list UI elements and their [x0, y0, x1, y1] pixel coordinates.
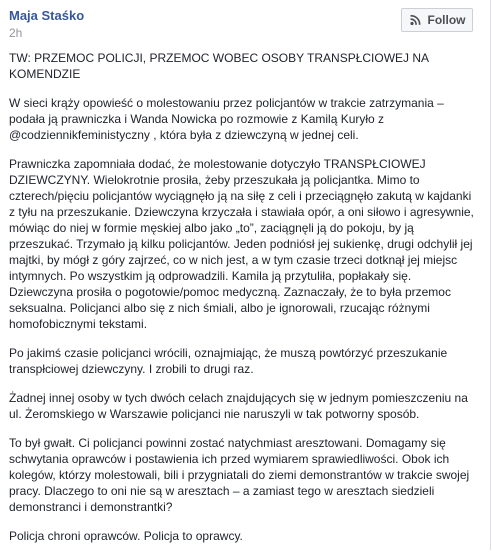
- post-paragraph: To był gwałt. Ci policjanci powinni zostać natychmiast aresztowani. Domagamy się schwytania oprawców i postawienia ich przed wymiarem sprawiedliwości. Obok ich kolegów, którzy molestowali, bili i przygniatali do ziemi demonstrantów w trakcie swojej pracy. Dlaczego to oni nie są w aresztach – a zamiast tego w aresztach siedzieli demonstranci i demonstrantki?: [9, 436, 470, 514]
- post-paragraph: W sieci krąży opowieść o molestowaniu przez policjantów w trakcie zatrzymania – podała ją prawniczka i Wanda Nowicka po rozmowie z Kamilą Kuryło z @codziennikfeministyczny , która była z dziewczyną w jednej celi.: [9, 96, 444, 142]
- follow-label: Follow: [427, 13, 466, 27]
- follow-button[interactable]: [401, 8, 473, 32]
- rss-feed-icon: [409, 14, 423, 26]
- post-body: [9, 50, 477, 557]
- post-paragraph: Po jakimś czasie policjanci wrócili, oznajmiając, że muszą powtórzyć przeszukanie transpłciowej dziewczyny. I zrobili to drugi raz.: [9, 346, 448, 376]
- post-author-name[interactable]: Maja Staśko: [9, 8, 85, 23]
- post-paragraph: Żadnej innej osoby w tych dwóch celach znajdujących się w jednym pomieszczeniu na ul. Żeromskiego w Warszawie policjanci nie naruszyli w tak potworny sposób.: [9, 391, 468, 421]
- post-paragraph-heading: TW: PRZEMOC POLICJI, PRZEMOC WOBEC OSOBY TRANSPŁCIOWEJ NA KOMENDZIE: [9, 51, 429, 81]
- post-paragraph: Policja chroni oprawców. Policja to oprawcy.: [9, 529, 243, 543]
- post-paragraph: Prawniczka zapomniała dodać, że molestowanie dotyczyło TRANSPŁCIOWEJ DZIEWCZYNY. Wielokrotnie prosiła, żeby przeszukała ją policjantka. Mimo to czterech/pięciu policjantów wyciągnęło ją na siłę z celi i przeciągnęło zakutą w kajdanki z tyłu na przeszukanie. Dziewczyna krzyczała i stawiała opór, a oni siłowo i agresywnie, mówiąc do niej w formie męskiej albo jako „to”, zaciągnęli ją do pokoju, by ją przeszukać. Trzymało ją kilku policjantów. Jeden podniósł jej sukienkę, drugi odchylił jej majtki, by mógł z góry zajrzeć, co w nich jest, a w tym czasie trzeci dotknął jej miejsc intymnych. Po wszystkim ją odprowadzili. Kamila ją przytuliła, popłakały się. Dziewczyna prosiła o pogotowie/pomoc medyczną. Zaznaczały, że to była przemoc seksualna. Policjanci albo się z nich śmiali, albo je ignorowali, rzucając różnymi homofobicznymi tekstami.: [9, 157, 474, 331]
- post-timestamp[interactable]: 2h: [9, 26, 23, 40]
